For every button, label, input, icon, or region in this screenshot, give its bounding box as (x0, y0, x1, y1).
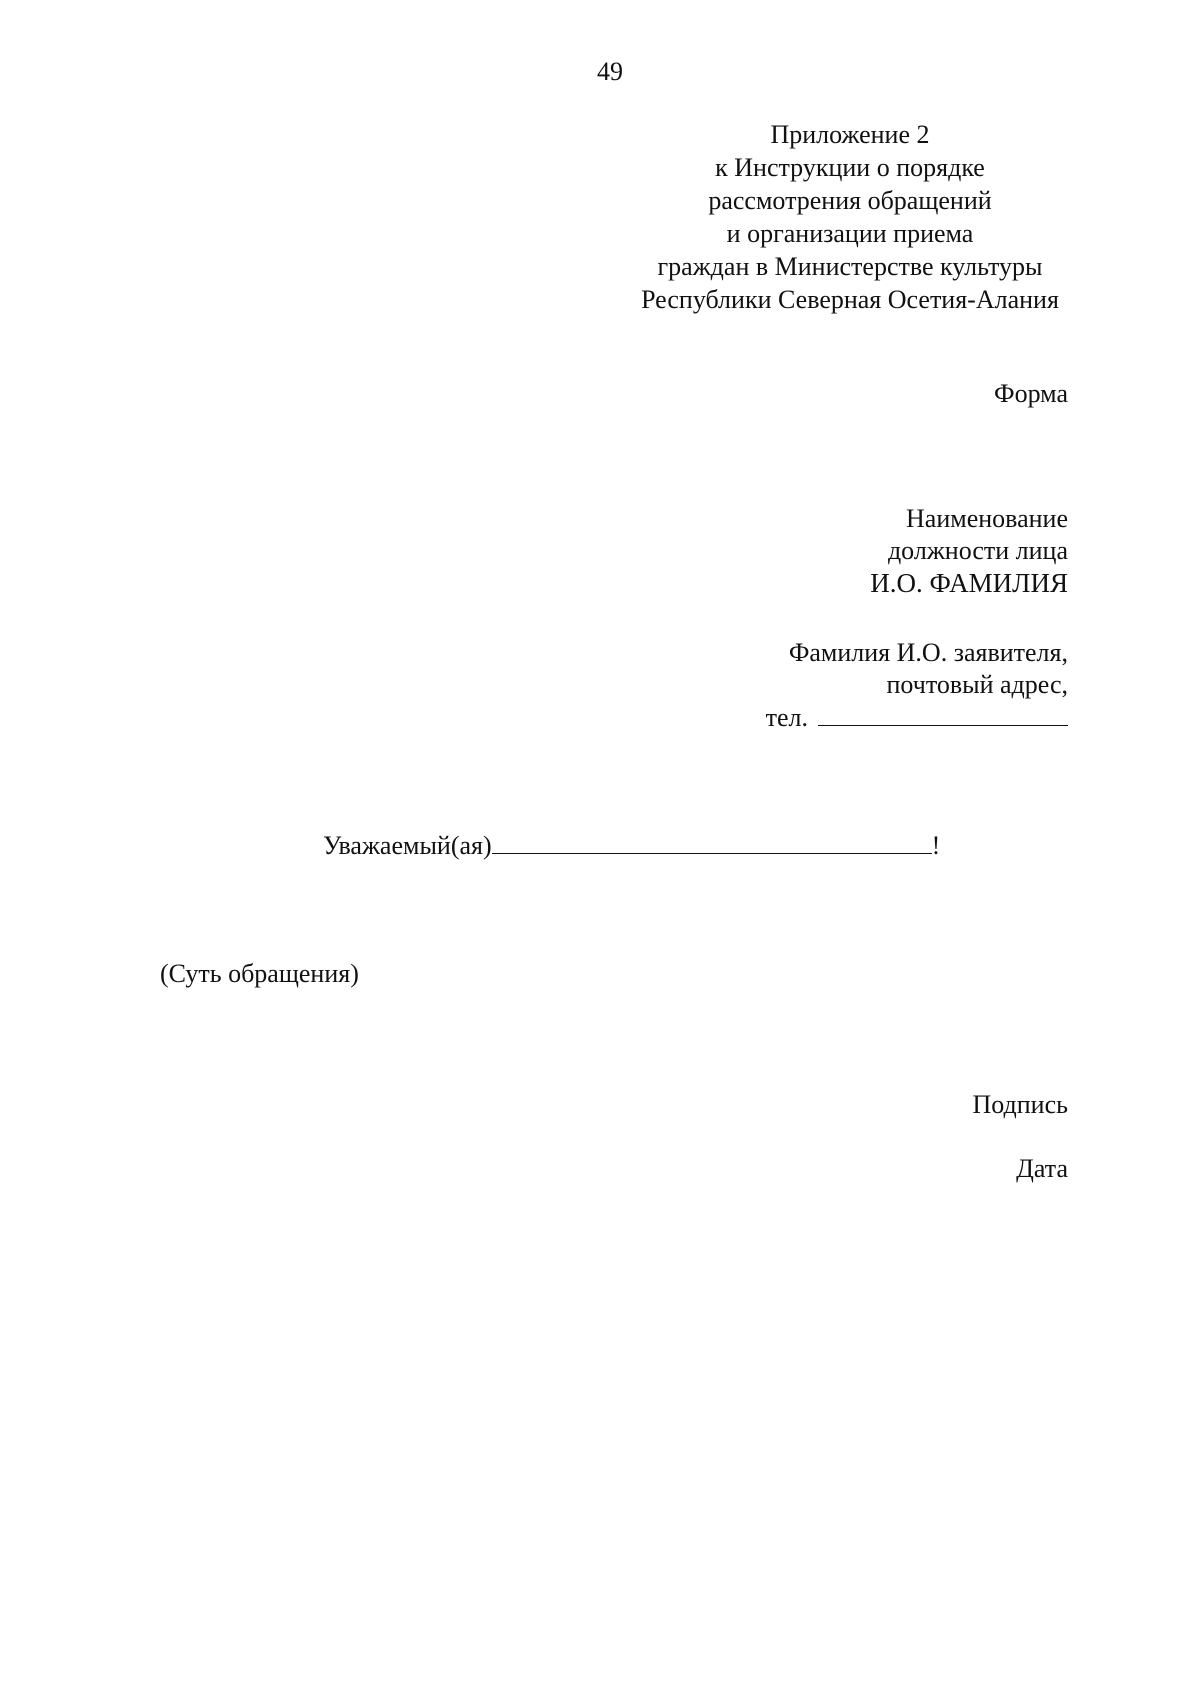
page-number: 49 (597, 57, 623, 86)
applicant-phone-row (766, 701, 1068, 734)
applicant-name: Фамилия И.О. заявителя, (788, 638, 1068, 667)
appendix-line: граждан в Министерстве культуры (657, 252, 1043, 281)
form-label: Форма (994, 379, 1068, 408)
appendix-line: Республики Северная Осетия-Алания (641, 285, 1059, 314)
appendix-line: Приложение 2 (770, 120, 930, 149)
phone-label: тел. (765, 703, 808, 732)
appendix-line: к Инструкции о порядке (715, 153, 985, 182)
recipient-position-line1: Наименование (906, 504, 1068, 533)
applicant-address: почтовый адрес, (886, 670, 1068, 699)
signature-label: Подпись (972, 1090, 1068, 1119)
recipient-name: И.О. ФАМИЛИЯ (870, 568, 1068, 598)
appendix-line: рассмотрения обращений (708, 186, 992, 215)
recipient-position-line2: должности лица (887, 536, 1068, 565)
date-label: Дата (1016, 1154, 1068, 1183)
salutation-exclamation: ! (931, 831, 941, 860)
salutation-blank-line (492, 829, 932, 854)
appendix-header (600, 118, 1100, 316)
appendix-line: и организации приема (726, 219, 974, 248)
recipient-block (870, 503, 1068, 599)
salutation (323, 829, 940, 862)
appeal-essence: (Суть обращения) (160, 959, 359, 988)
salutation-prefix: Уважаемый(ая) (323, 831, 492, 860)
applicant-block (766, 637, 1068, 734)
phone-blank-line (818, 701, 1068, 726)
